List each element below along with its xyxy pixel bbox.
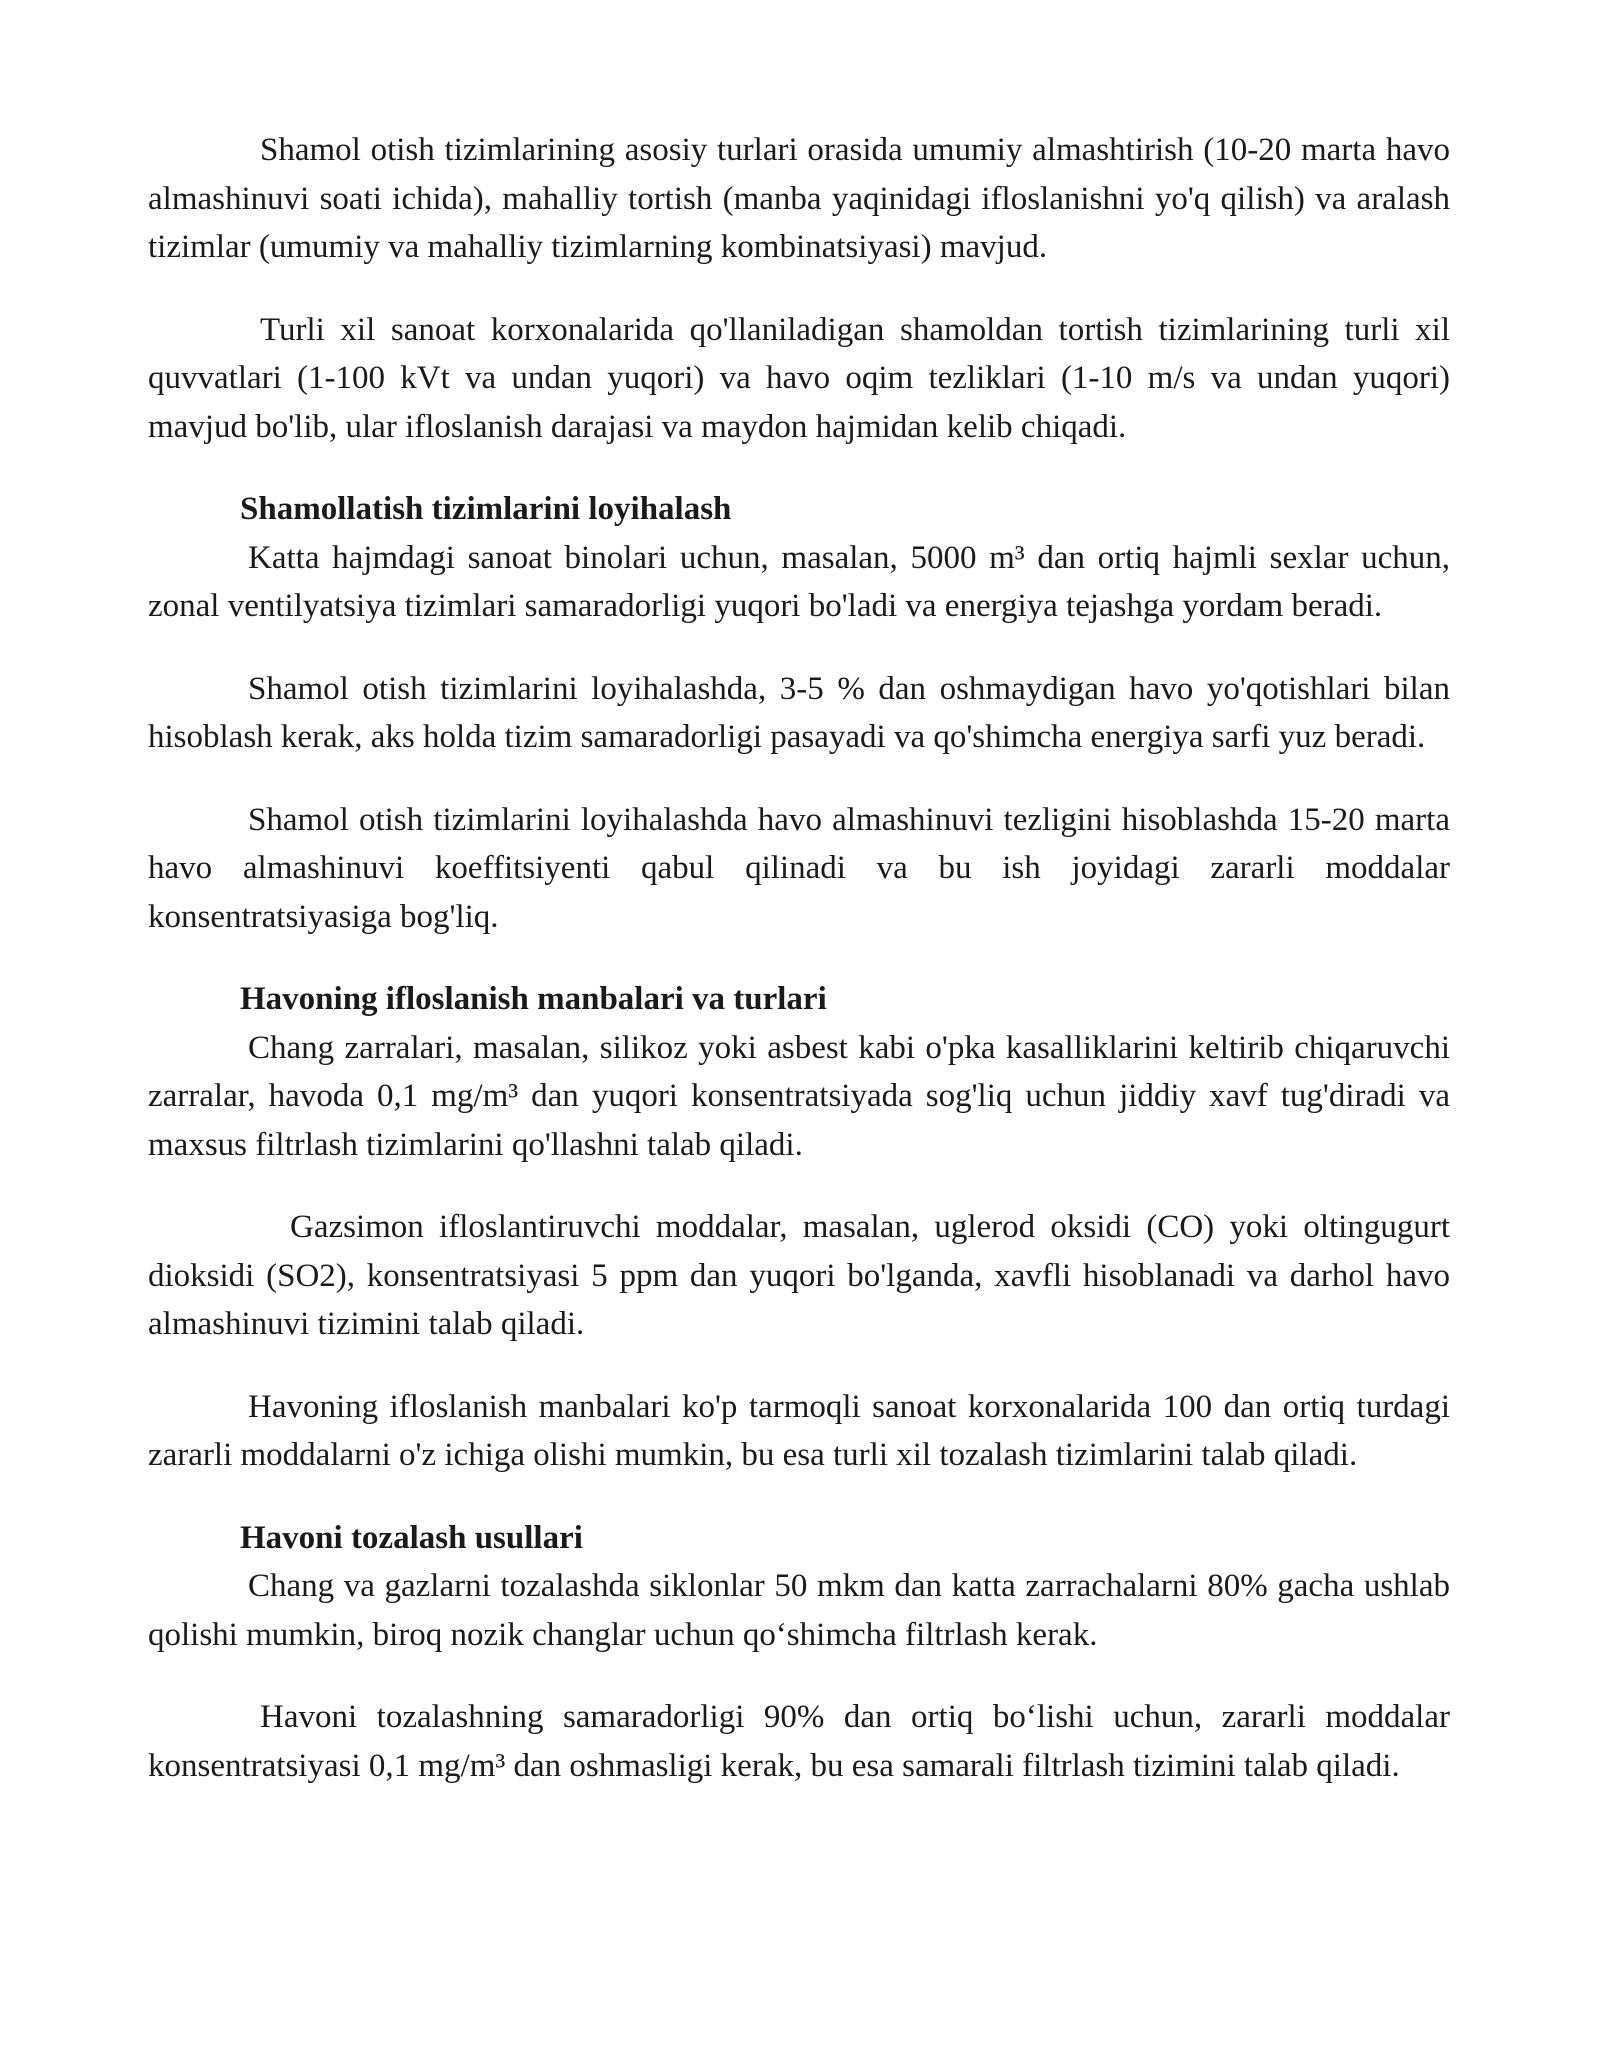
paragraph-dust-particles: Chang zarralari, masalan, silikoz yoki asbest kabi o'pka kasalliklarini keltirib chiqaruvchi zarralar, havoda 0,1 mg/m³ dan yuqori konsentratsiyada sog'liq uchun jiddiy xavf tug'diradi va maxsus filtrlash tizimlarini qo'llashni talab qiladi.	[148, 1029, 1450, 1163]
section-design	[148, 485, 1450, 941]
paragraph-air-exchange-rate: Shamol otish tizimlarini loyihalashda havo almashinuvi tezligini hisoblashda 15-20 marta havo almashinuvi koeffitsiyenti qabul qilinadi va bu ish joyidagi zararli moddalar konsentratsiyasiga bog'liq.	[148, 801, 1450, 935]
document-page	[148, 126, 1450, 1824]
section-cleaning-methods	[148, 1514, 1450, 1791]
paragraph-gaseous-pollutants: Gazsimon ifloslantiruvchi moddalar, masalan, uglerod oksidi (CO) yoki oltingugurt dioksidi (SO2), konsentratsiyasi 5 ppm dan yuqori bo'lganda, xavfli hisoblanadi va darhol havo almashinuvi tizimini talab qiladi.	[148, 1209, 1450, 1342]
paragraph-cyclones: Chang va gazlarni tozalashda siklonlar 50 mkm dan katta zarrachalarni 80% gacha ushlab qolishi mumkin, biroq nozik changlar uchun qo‘shimcha filtrlash kerak.	[148, 1568, 1450, 1653]
paragraph-cleaning-efficiency: Havoni tozalashning samaradorligi 90% dan ortiq bo‘lishi uchun, zararli moddalar konsentratsiyasi 0,1 mg/m³ dan oshmasligi kerak, bu esa samarali filtrlash tizimini talab qiladi.	[148, 1699, 1450, 1784]
heading-design: Shamollatish tizimlarini loyihalash	[240, 491, 732, 527]
heading-pollution-sources: Havoning ifloslanish manbalari va turlari	[240, 981, 827, 1017]
paragraph-multi-sector-sources: Havoning ifloslanish manbalari ko'p tarmoqli sanoat korxonalarida 100 dan ortiq turdagi zararli moddalarni o'z ichiga olishi mumkin, bu esa turli xil tozalash tizimlarini talab qiladi.	[148, 1388, 1450, 1473]
paragraph-system-capacities: Turli xil sanoat korxonalarida qo'llaniladigan shamoldan tortish tizimlarining turli xil quvvatlari (1-100 kVt va undan yuqori) va havo oqim tezliklari (1-10 m/s va undan yuqori) mavjud bo'lib, ular ifloslanish darajasi va maydon hajmidan kelib chiqadi.	[148, 311, 1450, 445]
heading-cleaning-methods: Havoni tozalash usullari	[240, 1519, 583, 1556]
paragraph-ventilation-types: Shamol otish tizimlarining asosiy turlari orasida umumiy almashtirish (10-20 marta havo almashinuvi soati ichida), mahalliy tortish (manba yaqinidagi ifloslanishni yo'q qilish) va aralash tizimlar (umumiy va mahalliy tizimlarning kombinatsiyasi) mavjud.	[148, 132, 1450, 265]
paragraph-air-losses: Shamol otish tizimlarini loyihalashda, 3-5 % dan oshmaydigan havo yo'qotishlari bilan hisoblash kerak, aks holda tizim samaradorligi pasayadi va qo'shimcha energiya sarfi yuz beradi.	[148, 670, 1450, 755]
paragraph-zonal-ventilation: Katta hajmdagi sanoat binolari uchun, masalan, 5000 m³ dan ortiq hajmli sexlar uchun, zonal ventilyatsiya tizimlari samaradorligi yuqori bo'ladi va energiya tejashga yordam beradi.	[148, 539, 1450, 624]
section-pollution-sources	[148, 975, 1450, 1480]
